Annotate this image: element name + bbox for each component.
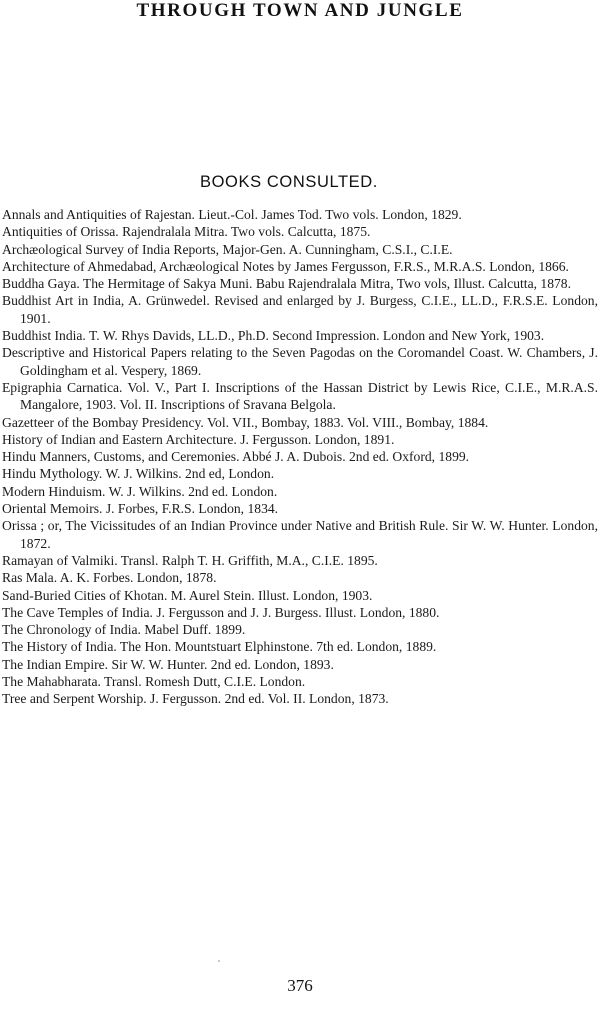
bibliography-entry: Buddhist India. T. W. Rhys Davids, LL.D., Ph.D. Second Impression. London and New York, 1903. [2, 328, 545, 344]
bibliography-entry: Orissa ; or, The Vicissitudes of an Indian Province under Native and British Rule. Sir W. W. Hunter. London, 1872. [2, 518, 598, 551]
bibliography-entry: Architecture of Ahmedabad, Archæological Notes by James Fergusson, F.R.S., M.R.A.S. London, 1866. [2, 258, 569, 274]
bibliography-entry: Oriental Memoirs. J. Forbes, F.R.S. London, 1834. [2, 501, 279, 517]
bibliography-entry: The Chronology of India. Mabel Duff. 1899. [2, 622, 246, 638]
bibliography-entry: Buddhist Art in India, A. Grünwedel. Revised and enlarged by J. Burgess, C.I.E., LL.D., F.R.S.E. London, 1901. [2, 293, 598, 326]
paper-speck [218, 960, 220, 962]
bibliography-entry: Buddha Gaya. The Hermitage of Sakya Muni. Babu Rajendralala Mitra, Two vols, Illust. Calcutta, 1878. [2, 276, 571, 292]
running-head: THROUGH TOWN AND JUNGLE [136, 0, 464, 21]
bibliography-entry: The Cave Temples of India. J. Fergusson and J. J. Burgess. Illust. London, 1880. [2, 604, 440, 620]
bibliography-entry: Ras Mala. A. K. Forbes. London, 1878. [2, 570, 217, 586]
bibliography-entry: The Mahabharata. Transl. Romesh Dutt, C.I.E. London. [2, 674, 306, 690]
bibliography-entry: Modern Hinduism. W. J. Wilkins. 2nd ed. London. [2, 483, 278, 499]
bibliography-entry: Sand-Buried Cities of Khotan. M. Aurel Stein. Illust. London, 1903. [2, 587, 373, 603]
bibliography-entry: Hindu Mythology. W. J. Wilkins. 2nd ed, London. [2, 466, 275, 482]
bibliography-entry: Tree and Serpent Worship. J. Fergusson. 2nd ed. Vol. II. London, 1873. [2, 691, 389, 707]
bibliography-entry: Gazetteer of the Bombay Presidency. Vol. VII., Bombay, 1883. Vol. VIII., Bombay, 1884. [2, 414, 489, 430]
bibliography-entry: Antiquities of Orissa. Rajendralala Mitra. Two vols. Calcutta, 1875. [2, 224, 371, 240]
bibliography-entry: The History of India. The Hon. Mountstuart Elphinstone. 7th ed. London, 1889. [2, 639, 437, 655]
bibliography-entry: History of Indian and Eastern Architecture. J. Fergusson. London, 1891. [2, 431, 395, 447]
bibliography-entry: Ramayan of Valmiki. Transl. Ralph T. H. Griffith, M.A., C.I.E. 1895. [2, 552, 378, 568]
bibliography-entry: Descriptive and Historical Papers relating to the Seven Pagodas on the Coromandel Coast. W. Chambers, J. Goldingham et al. Vespery, 1869. [2, 345, 598, 378]
bibliography-entry: Hindu Manners, Customs, and Ceremonies. Abbé J. A. Dubois. 2nd ed. Oxford, 1899. [2, 449, 470, 465]
bibliography-entry: Epigraphia Carnatica. Vol. V., Part I. Inscriptions of the Hassan District by Lewis Rice, C.I.E., M.R.A.S. Mangalore, 1903. Vol. II. Inscriptions of Sravana Belgola. [2, 379, 598, 413]
section-title: BOOKS CONSULTED. [200, 173, 378, 191]
bibliography-entry: Archæological Survey of India Reports, Major-Gen. A. Cunningham, C.S.I., C.I.E. [2, 241, 453, 257]
bibliography-entry: The Indian Empire. Sir W. W. Hunter. 2nd ed. London, 1893. [2, 656, 334, 672]
page-number: 376 [287, 976, 313, 995]
bibliography-list [2, 206, 598, 708]
bibliography-entry: Annals and Antiquities of Rajestan. Lieut.-Col. James Tod. Two vols. London, 1829. [2, 207, 462, 222]
